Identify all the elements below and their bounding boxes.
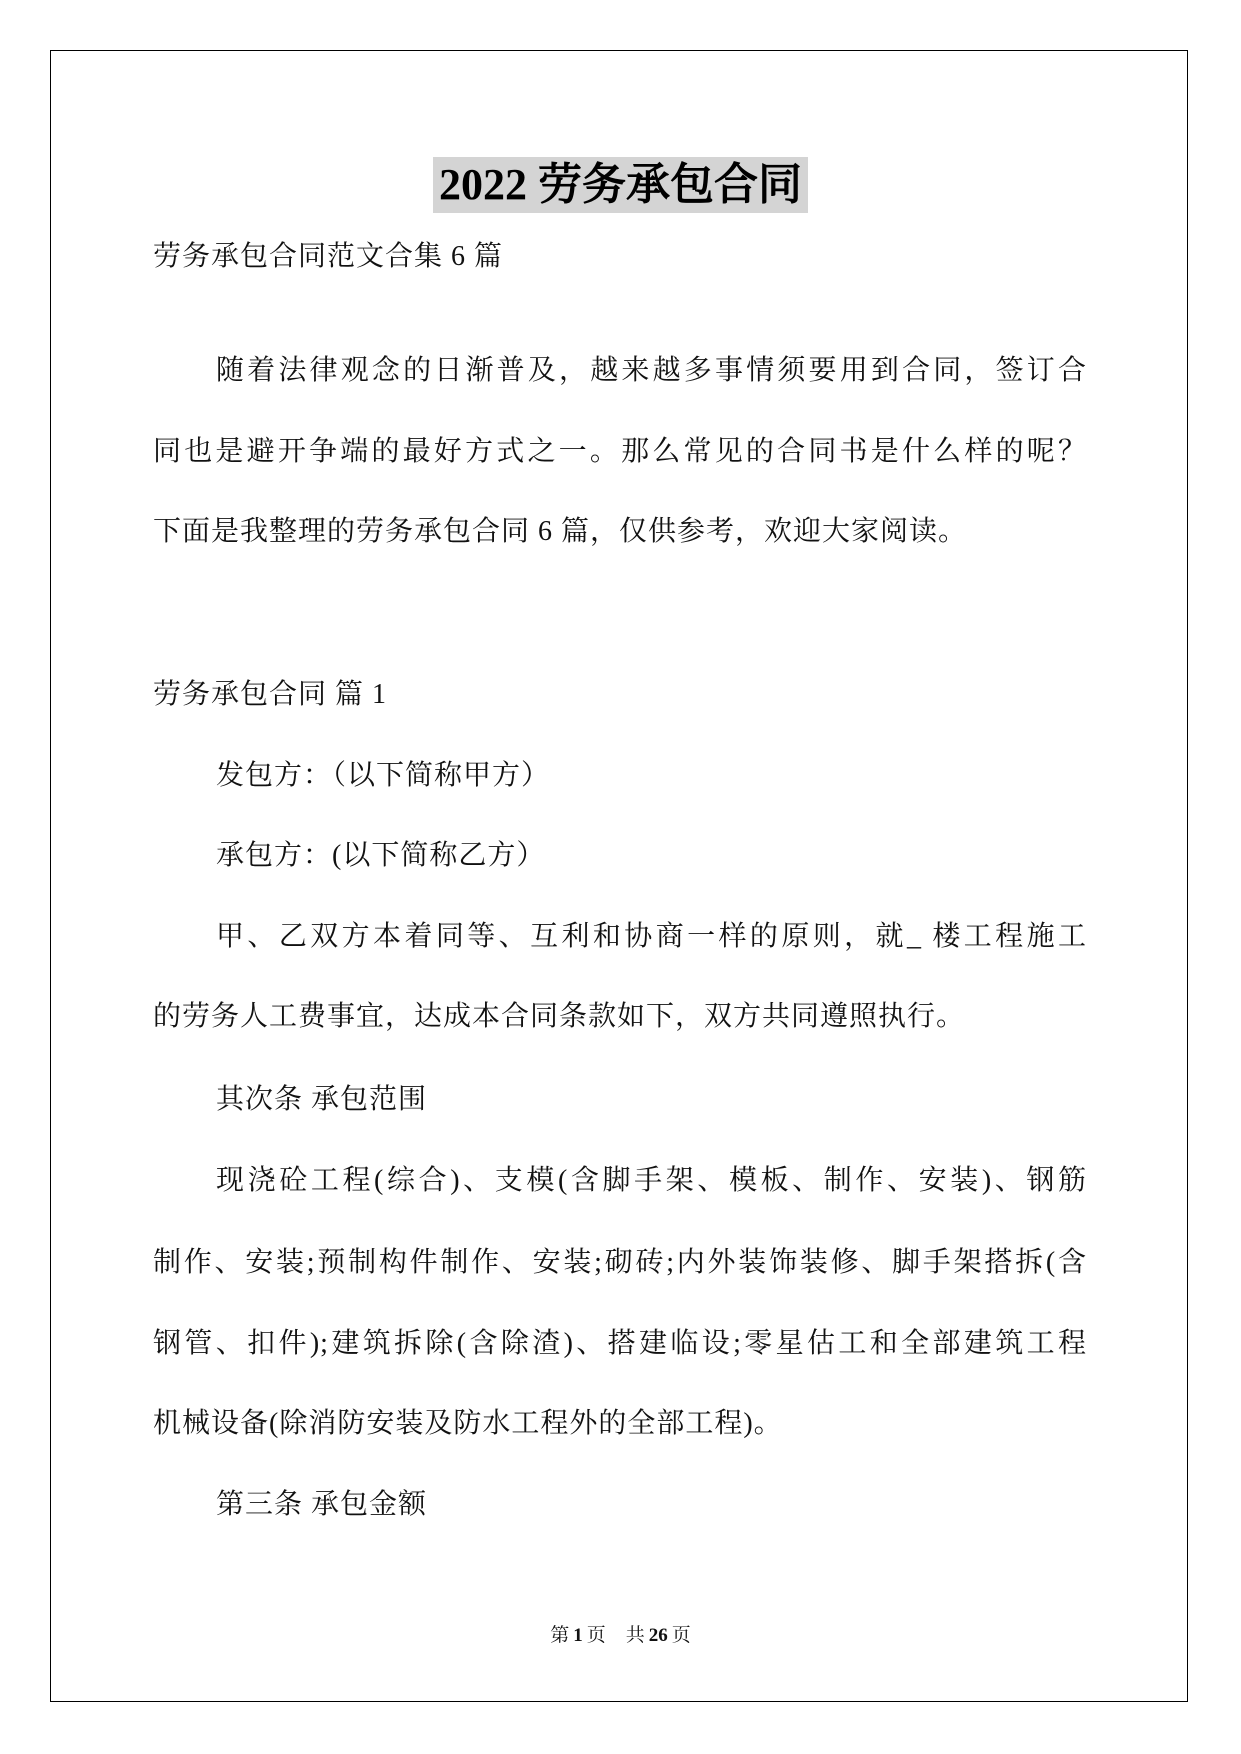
intro-line-3: 下面是我整理的劳务承包合同 6 篇，仅供参考，欢迎大家阅读。 <box>153 516 968 547</box>
article-2-title: 其次条 承包范围 <box>216 1084 428 1115</box>
preamble-line-1: 甲、乙双方本着同等、互利和协商一样的原则，就_ 楼工程施工 <box>216 921 1087 952</box>
article-2-line-2: 制作、安装;预制构件制作、安装;砌砖;内外装饰装修、脚手架搭拆(含 <box>153 1247 1087 1278</box>
article-3-title: 第三条 承包金额 <box>216 1489 428 1520</box>
intro-line-2: 同也是避开争端的最好方式之一。那么常见的合同书是什么样的呢？ <box>153 436 1087 467</box>
title-container <box>0 157 1241 213</box>
page-footer <box>0 1624 1241 1648</box>
article-2-line-4: 机械设备(除消防安装及防水工程外的全部工程)。 <box>153 1408 783 1439</box>
page-border <box>50 50 1188 1702</box>
collection-title: 劳务承包合同范文合集 6 篇 <box>153 241 504 272</box>
page-number: 1 <box>573 1625 583 1646</box>
article-2-line-1: 现浇砼工程(综合)、支模(含脚手架、模板、制作、安装)、钢筋 <box>216 1165 1087 1196</box>
page-prefix: 第 <box>550 1625 570 1646</box>
total-pages: 26 <box>648 1625 668 1646</box>
page-suffix: 页 <box>586 1625 606 1646</box>
intro-line-1: 随着法律观念的日渐普及，越来越多事情须要用到合同，签订合 <box>216 355 1087 386</box>
total-prefix: 共 <box>625 1625 645 1646</box>
document-title: 2022 劳务承包合同 <box>433 157 808 213</box>
employer-line: 发包方：（以下简称甲方） <box>216 760 551 791</box>
article-2-line-3: 钢管、扣件);建筑拆除(含除渣)、搭建临设;零星估工和全部建筑工程 <box>153 1328 1087 1359</box>
contractor-line: 承包方：(以下简称乙方） <box>216 840 546 871</box>
total-suffix: 页 <box>671 1625 691 1646</box>
preamble-line-2: 的劳务人工费事宜，达成本合同条款如下，双方共同遵照执行。 <box>153 1001 966 1032</box>
section-heading: 劳务承包合同 篇 1 <box>153 679 388 710</box>
